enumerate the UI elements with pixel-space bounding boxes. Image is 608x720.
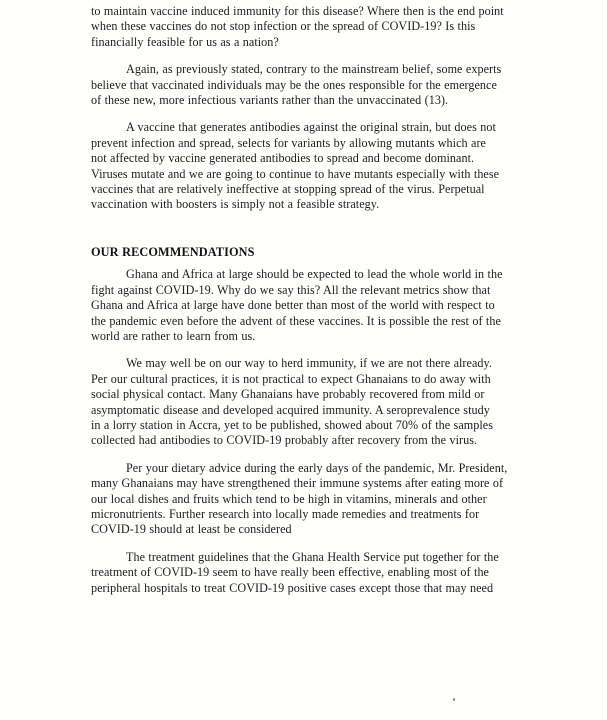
text-line: world are rather to learn from us.: [91, 328, 256, 343]
paragraph-herd-immunity: [91, 356, 561, 448]
text-line: collected had antibodies to COVID-19 probably after recovery from the virus.: [91, 433, 478, 448]
text-line: in a lorry station in Accra, yet to be published, showed about 70% of the samples: [91, 417, 494, 432]
text-line: our local dishes and fruits which tend to be high in vitamins, minerals and other: [91, 491, 487, 506]
text-line: A vaccine that generates antibodies against the original strain, but does not: [126, 120, 496, 135]
text-line: fight against COVID-19. Why do we say this? All the relevant metrics show that: [91, 282, 491, 297]
text-line: COVID-19 should at least be considered: [91, 522, 292, 537]
text-line: Again, as previously stated, contrary to the mainstream belief, some experts: [126, 62, 502, 77]
text-line: not affected by vaccine generated antibodies to spread and become dominant.: [91, 151, 475, 166]
paragraph-original-strain: [91, 120, 561, 212]
text-line: Ghana and Africa at large have done better than most of the world with respect to: [91, 298, 495, 313]
text-line: the pandemic even before the advent of these vaccines. It is possible the rest of the: [91, 313, 501, 328]
text-line: We may well be on our way to herd immunity, if we are not there already.: [126, 356, 492, 371]
text-line: financially feasible for us as a nation?: [91, 34, 279, 49]
section-heading-recommendations: [91, 245, 561, 260]
document-body: [91, 4, 561, 596]
text-line: Per your dietary advice during the early days of the pandemic, Mr. President,: [126, 460, 508, 475]
text-line: to maintain vaccine induced immunity for this disease? Where then is the end point: [91, 4, 504, 18]
text-line: Ghana and Africa at large should be expected to lead the whole world in the: [126, 267, 503, 282]
text-line: asymptomatic disease and developed acquired immunity. A seroprevalence study: [91, 402, 490, 417]
text-line: vaccines that are relatively ineffective at stopping spread of the virus. Perpetual: [91, 182, 485, 197]
scan-speck: [453, 698, 455, 701]
paragraph-vaccine-immunity: [91, 4, 561, 50]
text-line: believe that vaccinated individuals may be the ones responsible for the emergence: [91, 77, 497, 92]
text-line: treatment of COVID-19 seem to have really been effective, enabling most of the: [91, 565, 489, 580]
text-line: Viruses mutate and we are going to continue to have mutants especially with these: [91, 166, 500, 181]
text-line: prevent infection and spread, selects for variants by allowing mutants which are: [91, 135, 486, 150]
text-line: micronutrients. Further research into locally made remedies and treatments for: [91, 506, 480, 521]
text-line: Per our cultural practices, it is not practical to expect Ghanaians to do away with: [91, 371, 491, 386]
text-line: peripheral hospitals to treat COVID-19 positive cases except those that may need: [91, 580, 494, 595]
paragraph-ghana-lead: [91, 267, 561, 344]
text-line: many Ghanaians may have strengthened their immune systems after eating more of: [91, 476, 504, 491]
heading-text: OUR RECOMMENDATIONS: [91, 244, 255, 259]
paragraph-variants-emergence: [91, 62, 561, 108]
text-line: social physical contact. Many Ghanaians have probably recovered from mild or: [91, 387, 485, 402]
text-line: of these new, more infectious variants rather than the unvaccinated (13).: [91, 93, 449, 108]
paragraph-treatment-guidelines: [91, 550, 561, 596]
text-line: vaccination with boosters is simply not a feasible strategy.: [91, 197, 380, 212]
paragraph-dietary-advice: [91, 461, 561, 538]
text-line: when these vaccines do not stop infection or the spread of COVID-19? Is this: [91, 19, 476, 34]
text-line: The treatment guidelines that the Ghana Health Service put together for the: [126, 549, 499, 564]
